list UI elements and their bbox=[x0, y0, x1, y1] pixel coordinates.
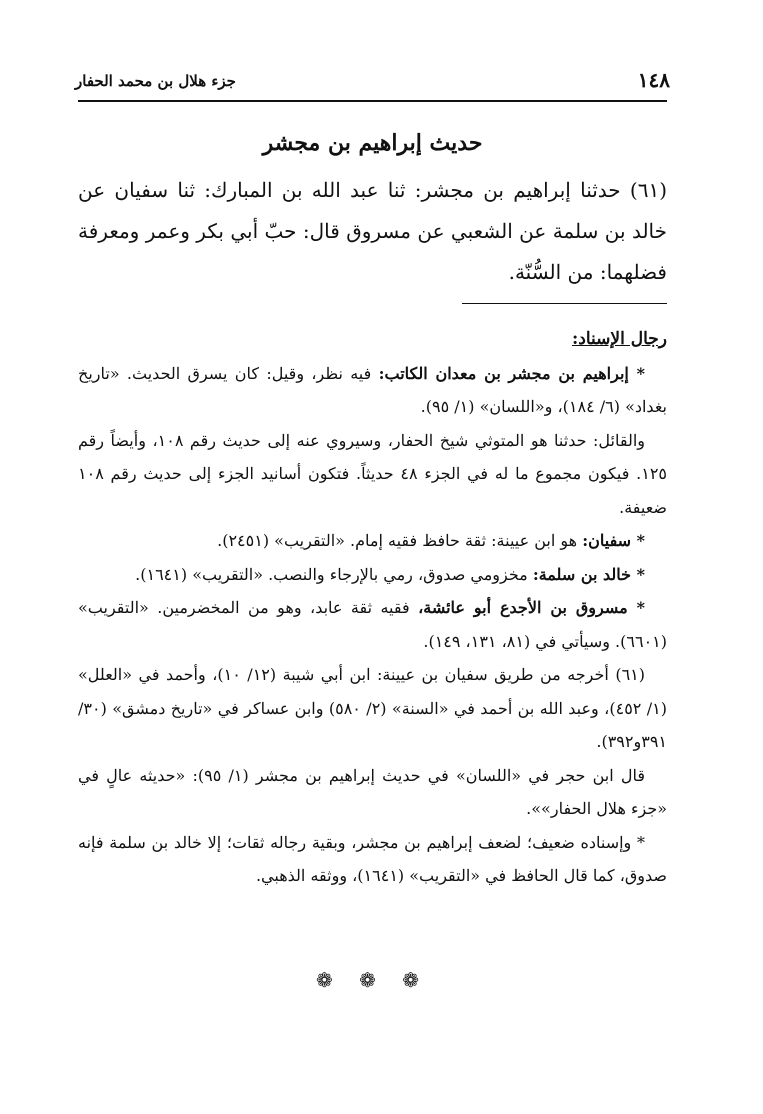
note-grading: * وإسناده ضعيف؛ لضعف إبراهيم بن مجشر، وبقية رجاله ثقات؛ إلا خالد بن سلمة فإنه صدوق، كما قال الحافظ في «التقريب» (١٦٤١)، ووثقه الذهبي. bbox=[78, 832, 667, 885]
note-sufyan bbox=[78, 524, 667, 558]
note-ibrahim-name: * إبراهيم بن مجشر بن معدان الكاتب: bbox=[378, 363, 645, 383]
running-header bbox=[75, 68, 670, 98]
end-ornament: ❁ ❁ ❁ bbox=[316, 968, 429, 992]
note-sufyan-name: * سفيان: bbox=[582, 531, 645, 550]
hadith-paragraph: (٦١) حدثنا إبراهيم بن مجشر: ثنا عبد الله بن المبارك: ثنا سفيان عن خالد بن سلمة عن الشعبي عن مسروق قال: حبّ أبي بكر وعمر ومعرفة فضلهما: من السُّنّة. bbox=[78, 178, 667, 284]
header-rule bbox=[78, 100, 667, 102]
footnote-separator bbox=[462, 303, 667, 304]
note-khalid-name: * خالد بن سلمة: bbox=[532, 564, 645, 584]
section-title: حديث إبراهيم بن مجشر bbox=[262, 130, 483, 156]
note-takhrij: (٦١) أخرجه من طريق سفيان بن عيينة: ابن أبي شيبة (١٢/ ١٠)، وأحمد في «العلل» (١/ ٤٥٢)، وعبد الله بن أحمد في «السنة» (٢/ ٥٨٠) وابن عساكر في «تاريخ دمشق» (٣٠/ ٣٩١و٣٩٢). bbox=[78, 665, 668, 751]
note-ibn-hajar: قال ابن حجر في «اللسان» في حديث إبراهيم بن مجشر (١/ ٩٥): «حديثه عالٍ في «جزء هلال الحفار»». bbox=[78, 765, 667, 818]
note-masruq-text: فقيه ثقة عابد، وهو من المخضرمين. «التقريب» (٦٦٠١). وسيأتي في (٨١، ١٣١، ١٤٩). bbox=[78, 598, 667, 651]
note-khalid-text: مخزومي صدوق، رمي بالإرجاء والنصب. «التقريب» (١٦٤١). bbox=[135, 564, 533, 584]
note-ibrahim bbox=[78, 357, 667, 424]
note-narrator: والقائل: حدثنا هو المتوثي شيخ الحفار، وسيروي عنه إلى حديث رقم ١٠٨، وأيضاً رقم ١٢٥. فيكون مجموع ما له في الجزء ٤٨ حديثاً. فتكون أسانيد الجزء إلى حديث رقم ١٠٨ ضعيفة. bbox=[78, 430, 667, 517]
note-masruq bbox=[78, 591, 667, 658]
note-ibrahim-text: فيه نظر، وقيل: كان يسرق الحديث. «تاريخ بغداد» (٦/ ١٨٤)، و«اللسان» (١/ ٩٥). bbox=[78, 363, 667, 416]
running-title: جزء هلال بن محمد الحفار bbox=[75, 72, 236, 90]
notes-heading: رجال الإسناد: bbox=[572, 329, 667, 349]
note-khalid bbox=[78, 558, 667, 592]
commentary bbox=[78, 323, 667, 893]
page-number: ١٤٨ bbox=[637, 68, 670, 92]
note-masruq-name: * مسروق بن الأجدع أبو عائشة، bbox=[418, 598, 645, 617]
hadith-text bbox=[78, 170, 667, 293]
note-sufyan-text: هو ابن عيينة: ثقة حافظ فقيه إمام. «التقريب» (٢٤٥١). bbox=[217, 531, 583, 550]
